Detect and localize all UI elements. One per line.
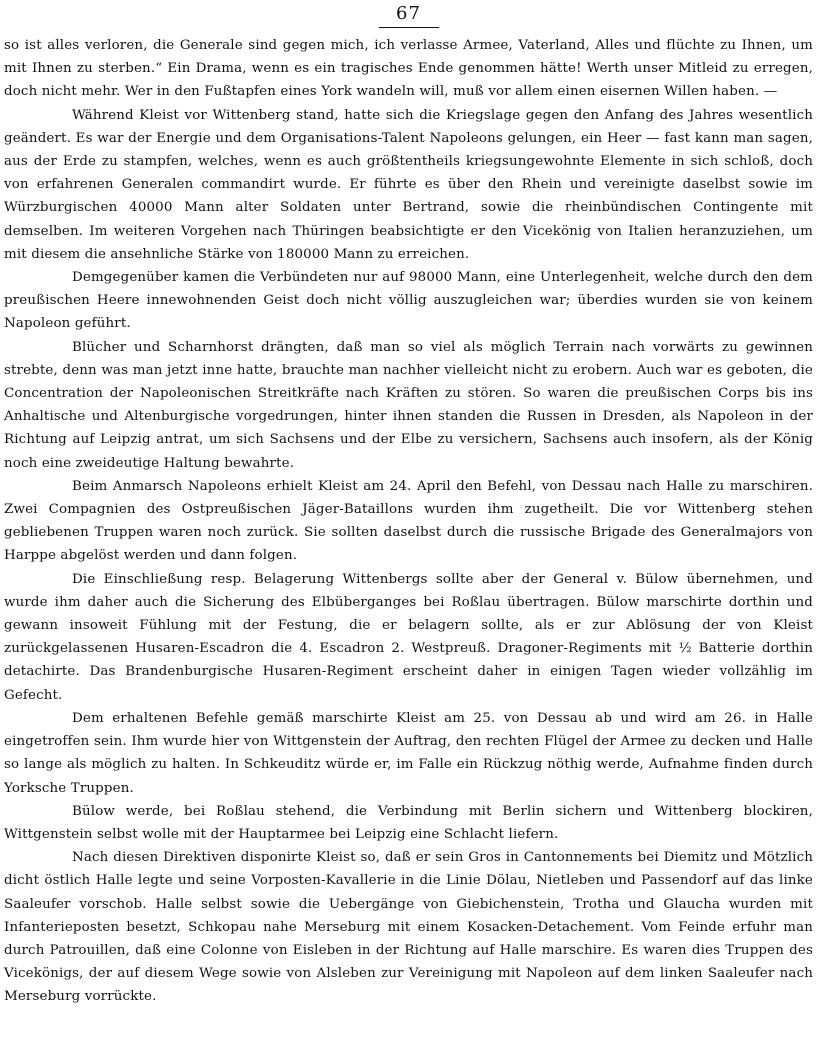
page-number: 67 bbox=[396, 3, 421, 24]
paragraph-buelow: Bülow werde, bei Roßlau stehend, die Verbindung mit Berlin sichern und Wittenberg blockiren, Wittgenstein selbst wolle mit der Hauptarmee bei Leipzig eine Schlacht liefern. bbox=[4, 803, 813, 842]
paragraph-anmarsch: Beim Anmarsch Napoleons erhielt Kleist am 24. April den Befehl, von Dessau nach Halle zu marschiren. Zwei Compagnien des Ostpreußischen Jäger-Bataillons wurden ihm zugetheilt. Die vor Wittenberg stehen gebliebenen Truppen waren noch zurück. Sie sollten daselbst durch die russische Brigade des Generalmajors von Harppe abgelöst werden und dann folgen. bbox=[4, 478, 813, 564]
body-text bbox=[4, 34, 813, 1009]
page-number-rule bbox=[379, 27, 439, 28]
paragraph-befehl: Dem erhaltenen Befehle gemäß marschirte Kleist am 25. von Dessau ab und wird am 26. in Halle eingetroffen sein. Ihm wurde hier von Wittgenstein der Auftrag, den rechten Flügel der Armee zu decken und Halle so lange als möglich zu halten. In Schkeuditz würde er, im Falle ein Rückzug nöthig werde, Aufnahme finden durch Yorksche Truppen. bbox=[4, 710, 813, 796]
paragraph-direktiven: Nach diesen Direktiven disponirte Kleist so, daß er sein Gros in Cantonnements bei Diemitz und Mötzlich dicht östlich Halle legte und seine Vorposten-Kavallerie in die Linie Dölau, Nietleben und Passendorf auf das linke Saaleufer vorschob. Halle selbst sowie die Uebergänge von Giebichenstein, Trotha und Glaucha wurden mit Infanterieposten besetzt, Schkopau nahe Merseburg mit einem Kosacken-Detachement. Vom Feinde erfuhr man durch Patrouillen, daß eine Colonne von Eisleben in der Richtung auf Halle marschire. Es waren dies Truppen des Vicekönigs, der auf diesem Wege sowie von Alsleben zur Vereinigung mit Napoleon auf dem linken Saaleufer nach Merseburg vorrückte. bbox=[4, 850, 813, 1005]
paragraph-verbuendete: Demgegenüber kamen die Verbündeten nur auf 98000 Mann, eine Unterlegenheit, welche durch den dem preußischen Heere innewohnenden Geist doch nicht völlig auszugleichen war; überdies wurden sie von keinem Napoleon geführt. bbox=[4, 270, 813, 332]
paragraph-bluecher: Blücher und Scharnhorst drängten, daß man so viel als möglich Terrain nach vorwärts zu gewinnen strebte, denn was man jetzt inne hatte, brauchte man nachher vielleicht nicht zu erobern. Auch war es geboten, die Concentration der Napoleonischen Streitkräfte nach Kräften zu stören. So waren die preußischen Corps bis ins Anhaltische und Altenburgische vorgedrungen, hinter ihnen standen die Russen in Dresden, als Napoleon in der Richtung auf Leipzig antrat, um sich Sachsens und der Elbe zu versichern, Sachsens auch insofern, als der König noch eine zweideutige Haltung bewahrte. bbox=[4, 339, 813, 471]
paragraph-kriegslage: Während Kleist vor Wittenberg stand, hatte sich die Kriegslage gegen den Anfang des Jahres wesentlich geändert. Es war der Energie und dem Organisations-Talent Napoleons gelungen, ein Heer — fast kann man sagen, aus der Erde zu stampfen, welches, wenn es auch größtentheils kriegsungewohnte Elemente in sich schloß, doch von erfahrenen Generalen commandirt wurde. Er führte es über den Rhein und vereinigte daselbst sowie im Würzburgischen 40000 Mann alter Soldaten unter Bertrand, sowie die rheinbündischen Contingente mit demselben. Im weiteren Vorgehen nach Thüringen beabsichtigte er den Vicekönig von Italien heranzuziehen, um mit diesem die ansehnliche Stärke von 180000 Mann zu erreichen. bbox=[4, 107, 813, 262]
paragraph-continuation: so ist alles verloren, die Generale sind gegen mich, ich verlasse Armee, Vaterland, Alles und flüchte zu Ihnen, um mit Ihnen zu sterben.“ Ein Drama, wenn es ein tragisches Ende genommen hätte! Werth unser Mitleid zu erregen, doch nicht mehr. Wer in den Fußtapfen eines York wandeln will, muß vor allem einen eisernen Willen haben. — bbox=[4, 38, 813, 100]
paragraph-einschliessung: Die Einschließung resp. Belagerung Wittenbergs sollte aber der General v. Bülow übernehmen, und wurde ihm daher auch die Sicherung des Elbüberganges bei Roßlau übertragen. Bülow marschirte dorthin und gewann insoweit Fühlung mit der Festung, die er belagern sollte, als er zur Ablösung der von Kleist zurückgelassenen Husaren-Escadron die 4. Escadron 2. Westpreuß. Dragoner-Regiments mit ½ Batterie dorthin detachirte. Das Brandenburgische Husaren-Regiment erscheint daher in einigen Tagen wieder vollzählig im Gefecht. bbox=[4, 571, 813, 703]
